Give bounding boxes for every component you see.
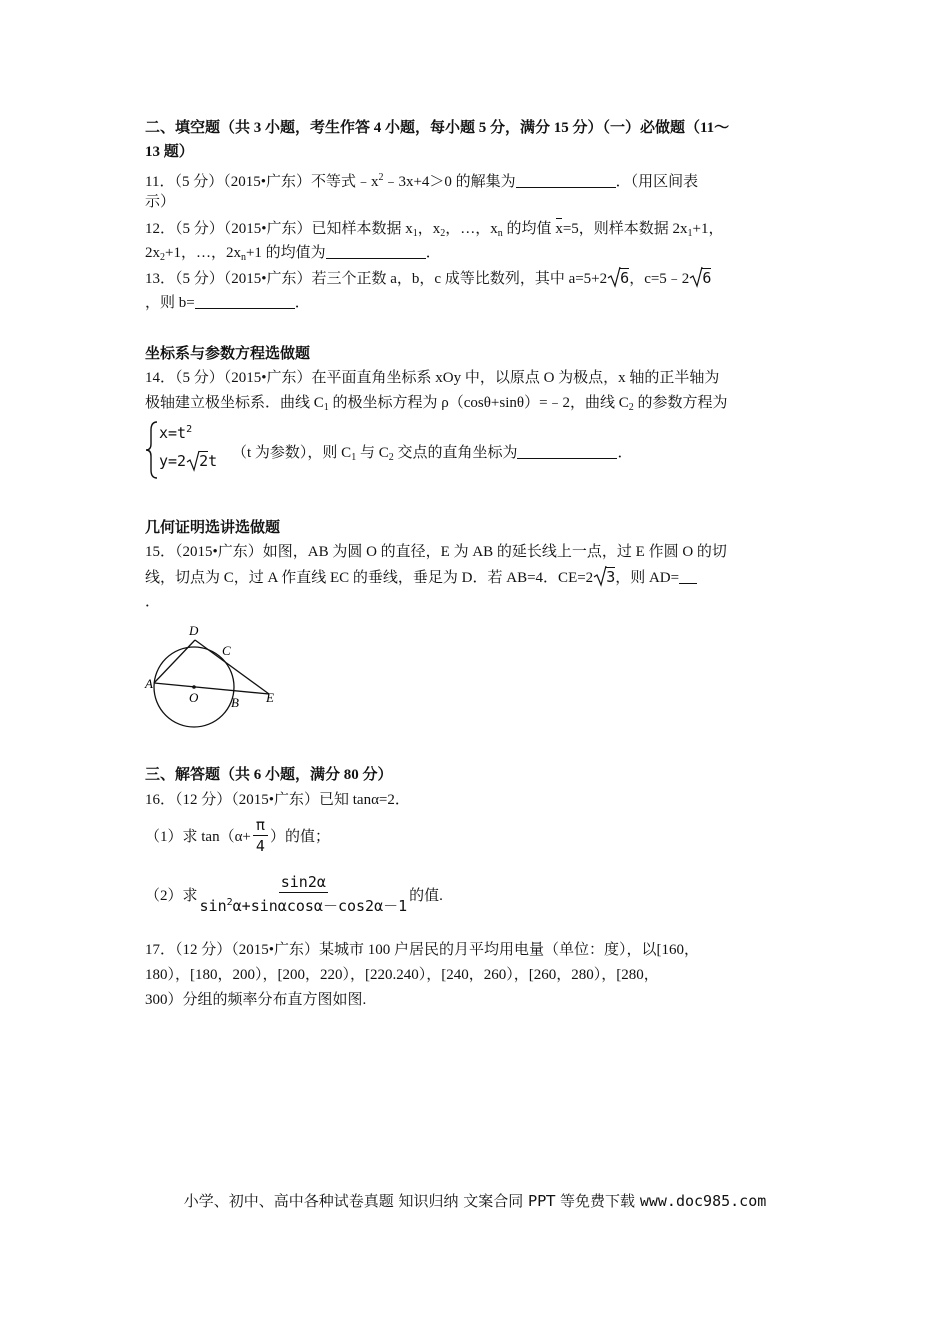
label-o: O <box>189 690 199 705</box>
question-16-part2: （2）求 $\frac{\sin 2\alpha}{\sin^2\alpha+\sin\alpha\cos\alpha-\cos 2\alpha-1}$ 的值. <box>145 873 443 915</box>
question-14-line3: （t 为参数），则 $C_1$ 与 $C_2$ 交点的直角坐标为 ． <box>232 445 633 463</box>
x-bar: x <box>555 221 563 237</box>
circle-tangent-figure <box>140 620 285 732</box>
system-equation-1: $x=t^2$ <box>159 424 193 442</box>
question-12-line1: 12．（5 分）（2015•广东）已知样本数据 $x_1$，$x_2$，…，$x_n$ 的均值 x=5，则样本数据 $2x_1+1$， <box>145 221 724 239</box>
answer-blank <box>679 568 697 584</box>
answer-blank <box>195 293 295 309</box>
line-de <box>195 640 269 694</box>
center-point <box>192 685 196 689</box>
fraction-pi-over-4: $\frac{\pi}{4}$ <box>253 815 268 856</box>
question-14-line2: 极轴建立极坐标系．曲线 $C_1$ 的极坐标方程为 ρ（cosθ+sinθ）=﹣2，曲线 $C_2$ 的参数方程为 <box>145 395 728 413</box>
question-16-line1: 16．（12 分）（2015•广东）已知 tanα=2． <box>145 792 410 808</box>
question-17-line3: 300）分组的频率分布直方图如图. <box>145 992 367 1008</box>
question-13-line2: ，则 b= ． <box>145 295 310 311</box>
question-17-line1: 17．（12 分）（2015•广东）某城市 100 户居民的月平均用电量（单位：度），以[160， <box>145 942 699 958</box>
line-ae <box>154 683 269 694</box>
footer-url: www.doc985.com <box>639 1192 767 1210</box>
label-e: E <box>266 690 274 705</box>
question-15-line2: 线，切点为 C，过 A 作直线 EC 的垂线，垂足为 D．若 AB=4．CE=2 3，则 AD= <box>145 567 697 588</box>
question-15-line1: 15．（2015•广东）如图，AB 为圆 O 的直径，E 为 AB 的延长线上一点，过 E 作圆 O 的切 <box>145 544 727 560</box>
question-14-line1: 14．（5 分）（2015•广东）在平面直角坐标系 xOy 中，以原点 O 为极点，x 轴的正半轴为 <box>145 370 720 386</box>
question-12-line2: $2x_2+1$，…，$2x_n+1$ 的均值为 ． <box>145 245 441 263</box>
page-footer <box>0 1190 950 1211</box>
brace-icon <box>145 420 159 480</box>
trig-fraction: $\frac{\sin 2\alpha}{\sin^2\alpha+\sin\alpha\cos\alpha-\cos 2\alpha-1}$ <box>199 873 408 915</box>
question-11-line2: 示） <box>145 194 176 210</box>
sqrt-2: 2 <box>186 452 208 470</box>
section-2-header-line2: 13 题） <box>145 144 194 160</box>
line-ad <box>154 640 195 683</box>
label-b: B <box>231 695 239 710</box>
sqrt-3: 3 <box>593 567 615 587</box>
question-15-line3: ． <box>145 594 161 610</box>
question-16-part1: （1）求 tan（α+ $\frac{\pi}{4}$ ）的值； <box>145 816 330 855</box>
sqrt-6: 6 <box>607 268 629 288</box>
question-17-line2: 180），[180，200），[200，220），[220.240），[240，260），[260，280），[280， <box>145 967 659 983</box>
parametric-system <box>145 420 235 480</box>
answer-blank <box>516 172 616 188</box>
answer-blank <box>517 443 617 459</box>
question-13-line1: 13．（5 分）（2015•广东）若三个正数 a，b，c 成等比数列，其中 a=5+2 6，c=5﹣2 6 <box>145 269 712 287</box>
coordinate-section-title: 坐标系与参数方程选做题 <box>145 346 311 362</box>
label-d: D <box>189 623 199 638</box>
answer-blank <box>326 243 426 259</box>
label-a: A <box>145 676 153 691</box>
geometry-section-title: 几何证明选讲选做题 <box>145 520 281 536</box>
footer-text: 小学、初中、高中各种试卷真题 知识归纳 文案合同 PPT 等免费下载 <box>183 1192 640 1210</box>
section-2-header-line1: 二、填空题（共 3 小题，考生作答 4 小题，每小题 5 分，满分 15 分）（一）必做题（11～ <box>145 120 730 136</box>
question-11-line1: 11．（5 分）（2015•广东）不等式$﹣x^2﹣3x+4>0$ 的解集为 ．（用区间表 <box>145 172 699 190</box>
label-c: C <box>222 643 231 658</box>
system-equation-2: y=2 2t <box>159 452 218 470</box>
section-3-header: 三、解答题（共 6 小题，满分 80 分） <box>145 767 393 783</box>
sqrt-6: 6 <box>689 268 711 288</box>
